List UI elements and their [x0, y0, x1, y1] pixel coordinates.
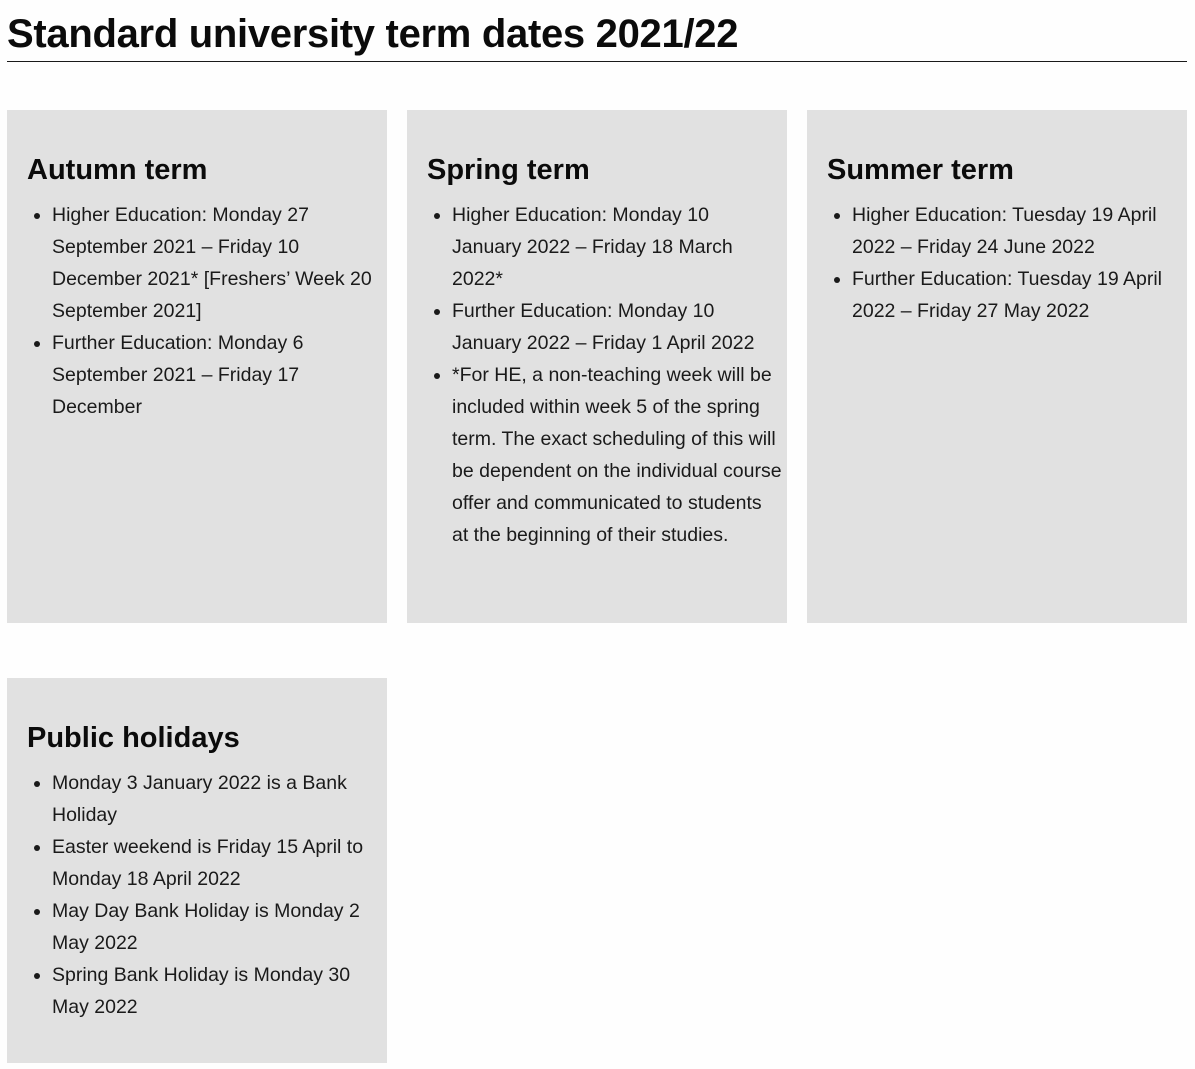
- list-item: • Monday 3 January 2022 is a Bank Holiday: [52, 767, 382, 831]
- autumn-term-heading: Autumn term: [27, 154, 208, 186]
- list-item: • Spring Bank Holiday is Monday 30 May 2022: [52, 959, 382, 1023]
- autumn-term-card: [7, 110, 387, 623]
- list-item: • Higher Education: Monday 10 January 2022 – Friday 18 March 2022*: [452, 199, 782, 295]
- summer-term-card: [807, 110, 1187, 623]
- spring-term-card: [407, 110, 787, 623]
- public-holidays-card: [7, 678, 387, 1063]
- list-item: • Easter weekend is Friday 15 April to Monday 18 April 2022: [52, 831, 382, 895]
- spring-term-list: [432, 199, 782, 551]
- list-item: • Higher Education: Tuesday 19 April 2022 – Friday 24 June 2022: [852, 199, 1182, 263]
- list-item: • Further Education: Monday 6 September 2021 – Friday 17 December: [52, 327, 382, 423]
- public-holidays-list: [32, 767, 382, 1023]
- summer-term-heading: Summer term: [827, 154, 1014, 186]
- summer-term-list: [832, 199, 1182, 327]
- list-item: • Higher Education: Monday 27 September 2021 – Friday 10 December 2021* [Freshers’ Week 20 September 2021]: [52, 199, 382, 327]
- spring-term-heading: Spring term: [427, 154, 590, 186]
- list-item: • *For HE, a non-teaching week will be included within week 5 of the spring term. The exact scheduling of this will be dependent on the individual course offer and communicated to students at the beginning of their studies.: [452, 359, 782, 551]
- public-holidays-heading: Public holidays: [27, 722, 240, 754]
- list-item: • Further Education: Monday 10 January 2022 – Friday 1 April 2022: [452, 295, 782, 359]
- page-title: Standard university term dates 2021/22: [7, 12, 739, 56]
- list-item: • May Day Bank Holiday is Monday 2 May 2022: [52, 895, 382, 959]
- autumn-term-list: [32, 199, 382, 423]
- page-header: [7, 0, 1187, 62]
- list-item: • Further Education: Tuesday 19 April 2022 – Friday 27 May 2022: [852, 263, 1182, 327]
